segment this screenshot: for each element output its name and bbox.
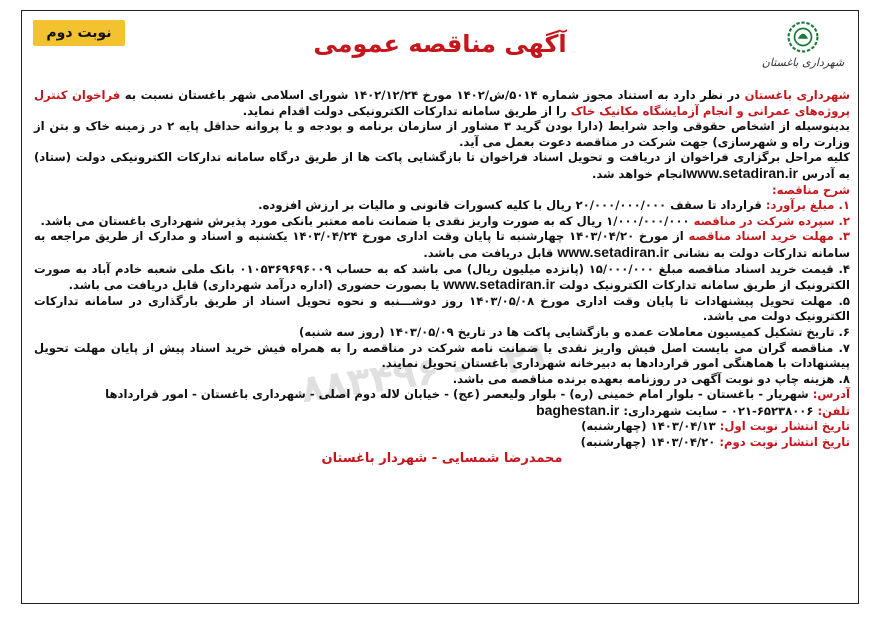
item-4 bbox=[34, 262, 850, 294]
publish-second bbox=[34, 435, 850, 451]
publish-second-label: تاریخ انتشار نوبت دوم: bbox=[715, 435, 850, 450]
page-title: آگهی مناقصه عمومی bbox=[313, 30, 567, 58]
item-2-label: ۲. سپرده شرکت در مناقصه bbox=[689, 213, 850, 228]
intro-text2: را از طریق سامانه تدارکات الکترونیکی دولت اقدام نماید. bbox=[242, 103, 571, 118]
item-3-text: از مورخ ۱۴۰۳/۰۴/۲۰ چهارشنبه تا پایان وقت اداری مورخ ۱۴۰۳/۰۴/۲۴ یکشنبه و اسناد و مدارک از طریق مراجعه به سامانه تدارکات دولت به نشانی bbox=[34, 229, 850, 260]
intro-text1: در نظر دارد به استناد مجوز شماره ۵۰۱۴/ش/۱۴۰۲ مورخ ۱۴۰۲/۱۲/۲۴ شورای اسلامی شهر باغستان نسبت به bbox=[120, 88, 745, 102]
item-3 bbox=[34, 229, 850, 261]
item-1-label: ۱. مبلغ برآورد: bbox=[761, 198, 850, 213]
eligibility-paragraph: بدینوسیله از اشخاص حقوقی واجد شرایط (دارا بودن گرید ۳ مشاور از سازمان برنامه و بودجه و یا پروانه حداقل پایه ۲ در زمینه خاک و بتن از وزارت راه و شهرسازی) جهت شرکت در مناقصه دعوت بعمل می آید. bbox=[34, 119, 850, 149]
intro-subject: شهرداری باغستان bbox=[744, 88, 850, 102]
watermark-phone: ۰۲۱ - ۸۸۳۴۹۶ bbox=[298, 332, 553, 412]
sharh-heading: شرح مناقصه: bbox=[772, 182, 850, 197]
item-4-text: ۴. قیمت خرید اسناد مناقصه مبلغ ۱۵/۰۰۰/۰۰۰ (پانزده میلیون ریال) می باشد که به حساب ۰۱۰۵۳۶۹۶۹۶۰۰۹ بانک ملی شعبه خادم آباد به صورت الکترونیک از طریق سامانه تدارکات الکترونیک دولت bbox=[34, 261, 850, 293]
turn-badge: نوبت دوم bbox=[33, 20, 125, 46]
municipality-site-link[interactable]: baghestan.ir bbox=[536, 401, 620, 418]
item-6: ۶. تاریخ تشکیل کمیسیون معاملات عمده و بازگشایی پاکت ها در تاریخ ۱۴۰۳/۰۵/۰۹ (روز سه شنبه) bbox=[299, 324, 850, 339]
process-tail: انجام خواهد شد. bbox=[591, 166, 687, 181]
publish-first bbox=[34, 419, 850, 435]
item-5: ۵. مهلت تحویل پیشنهادات تا پایان وقت اداری مورخ ۱۴۰۳/۰۵/۰۸ روز دوشـــنبه و نحوه تحویل اسناد از طریق بارگذاری در سامانه تدارکات الکترونیک دولت می باشد. bbox=[34, 293, 850, 324]
phone-label: تلفن: bbox=[813, 403, 850, 418]
intro-paragraph bbox=[34, 88, 850, 119]
item-4-tail: یا بصورت حضوری (اداره درآمد شهرداری) قابل دریافت می باشد. bbox=[68, 278, 444, 293]
setad-link[interactable]: www.setadiran.ir bbox=[686, 164, 798, 181]
item-2-text: ۱/۰۰۰/۰۰۰/۰۰۰ ریال که به صورت واریز نقدی یا ضمانت نامه معتبر بانکی مورد پذیرش شهرداری باغستان می باشد. bbox=[40, 213, 690, 228]
item-4-link[interactable]: www.setadiran.ir bbox=[443, 276, 555, 293]
item-3-label: ۳. مهلت خرید اسناد مناقصه bbox=[683, 229, 850, 244]
address-label: آدرس: bbox=[808, 387, 850, 402]
process-paragraph bbox=[34, 150, 850, 182]
signature: محمدرضا شمسایی - شهردار باغستان bbox=[321, 450, 563, 466]
address-line bbox=[34, 387, 850, 403]
item-3-tail: قابل دریافت می باشد. bbox=[423, 245, 558, 260]
process-text: کلیه مراحل برگزاری فراخوان از دریافت و تحویل اسناد فراخوان تا بازگشایی پاکت ها از طریق درگاه سامانه تدارکات الکترونیکی دولت (ستاد) به آدرس bbox=[34, 150, 850, 181]
notice-body bbox=[34, 88, 850, 466]
publish-second-date: ۱۴۰۳/۰۴/۲۰ (چهارشنبه) bbox=[580, 435, 716, 450]
item-2 bbox=[34, 214, 850, 230]
item-1-text: قرارداد تا سقف ۲۰/۰۰۰/۰۰۰/۰۰۰ ریال با کلیه کسورات قانونی و مالیات بر ارزش افزوده. bbox=[258, 198, 762, 213]
intro-project: فراخوان کنترل پروژه‌های عمرانی و انجام آزمایشگاه مکانیک خاک bbox=[34, 88, 850, 118]
item-3-link[interactable]: www.setadiran.ir bbox=[557, 243, 669, 260]
publish-first-date: ۱۴۰۳/۰۴/۱۳ (چهارشنبه) bbox=[581, 419, 716, 434]
item-8: ۸. هزینه چاپ دو نوبت آگهی در روزنامه بعهده برنده مناقصه می باشد. bbox=[452, 371, 850, 386]
address-text: شهریار - باغستان - بلوار امام خمینی (ره) - بلوار ولیعصر (عج) - خیابان لاله دوم اصلی - شهرداری باغستان - امور قراردادها bbox=[105, 387, 809, 402]
phone-line bbox=[34, 403, 850, 420]
logo-text: شهرداری باغستان bbox=[761, 56, 845, 69]
item-7: ۷. مناقصه گران می بایست اصل فیش واریز نقدی یا ضمانت نامه شرکت در مناقصه را به همراه فیش خرید اسناد پیش از پایان مهلت تحویل پیشنهادات با هماهنگی امور قراردادها به دبیرخانه شهرداری باغستان تحویل نمایند. bbox=[34, 340, 850, 371]
publish-first-label: تاریخ انتشار نوبت اول: bbox=[715, 419, 850, 434]
phone-text: ۶۵۲۳۸۰۰۶-۰۲۱ - سایت شهرداری: bbox=[619, 403, 814, 418]
item-1 bbox=[34, 198, 850, 214]
